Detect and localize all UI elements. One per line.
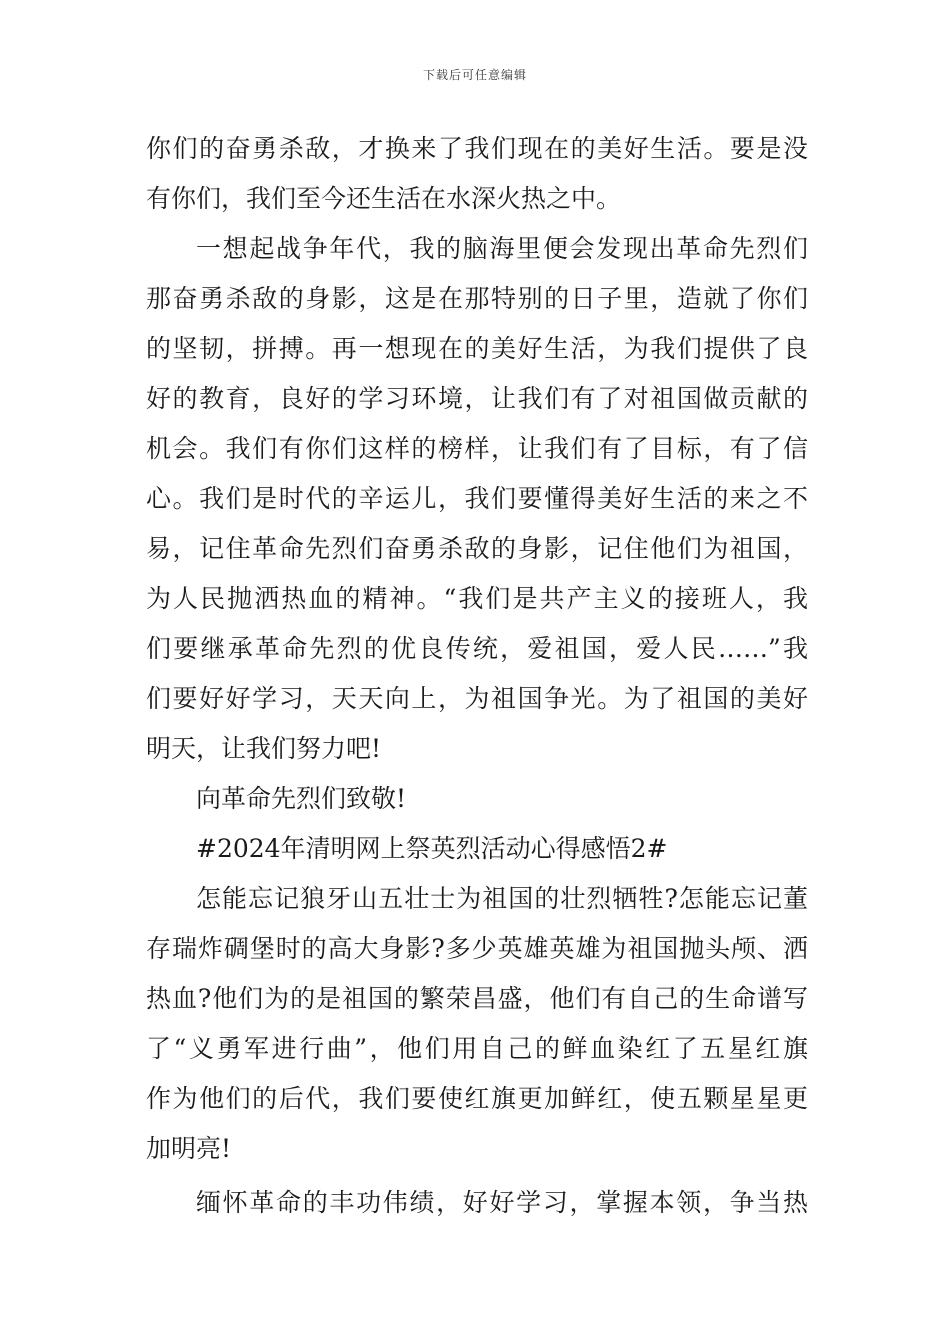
text-line: 有你们，我们至今还生活在水深火热之中。 — [146, 184, 622, 213]
text-line: 你们的奋勇杀敌，才换来了我们现在的美好生活。要是没 — [146, 134, 808, 163]
text-line: 了“义勇军进行曲”，他们用自己的鲜血染红了五星红旗 — [146, 1034, 808, 1063]
text-line: 向革命先烈们致敬! — [196, 784, 407, 813]
text-line: 为人民抛洒热血的精神。“我们是共产主义的接班人，我 — [146, 584, 808, 613]
text-line: 那奋勇杀敌的身影，这是在那特别的日子里，造就了你们 — [146, 284, 808, 313]
text-line: 一想起战争年代，我的脑海里便会发现出革命先烈们 — [196, 234, 808, 263]
section-heading: #2024年清明网上祭英烈活动心得感悟2# — [196, 834, 668, 863]
text-line: 们要好好学习，天天向上，为祖国争光。为了祖国的美好 — [146, 684, 808, 713]
text-line: 易，记住革命先烈们奋勇杀敌的身影，记住他们为祖国， — [146, 534, 808, 563]
text-line: 存瑞炸碉堡时的高大身影?多少英雄英雄为祖国抛头颅、洒 — [146, 934, 808, 963]
text-line: 作为他们的后代，我们要使红旗更加鲜红，使五颗星星更 — [146, 1084, 808, 1113]
text-line: 们要继承革命先烈的优良传统，爱祖国，爱人民……”我 — [146, 634, 808, 663]
text-line: 怎能忘记狼牙山五壮士为祖国的壮烈牺牲?怎能忘记董 — [196, 884, 808, 913]
header-note: 下载后可任意编辑 — [422, 68, 527, 82]
text-line: 加明亮! — [146, 1134, 232, 1163]
document-body — [146, 124, 808, 1228]
text-line: 心。我们是时代的辛运儿，我们要懂得美好生活的来之不 — [146, 484, 808, 513]
text-line: 的坚韧，拼搏。再一想现在的美好生活，为我们提供了良 — [146, 334, 808, 363]
text-line: 缅怀革命的丰功伟绩，好好学习，掌握本领，争当热 — [196, 1188, 808, 1217]
text-line: 好的教育，良好的学习环境，让我们有了对祖国做贡献的 — [146, 384, 808, 413]
text-line: 机会。我们有你们这样的榜样，让我们有了目标，有了信 — [146, 434, 808, 463]
text-line: 明天，让我们努力吧! — [146, 734, 382, 763]
text-line: 热血?他们为的是祖国的繁荣昌盛，他们有自己的生命谱写 — [146, 984, 808, 1013]
